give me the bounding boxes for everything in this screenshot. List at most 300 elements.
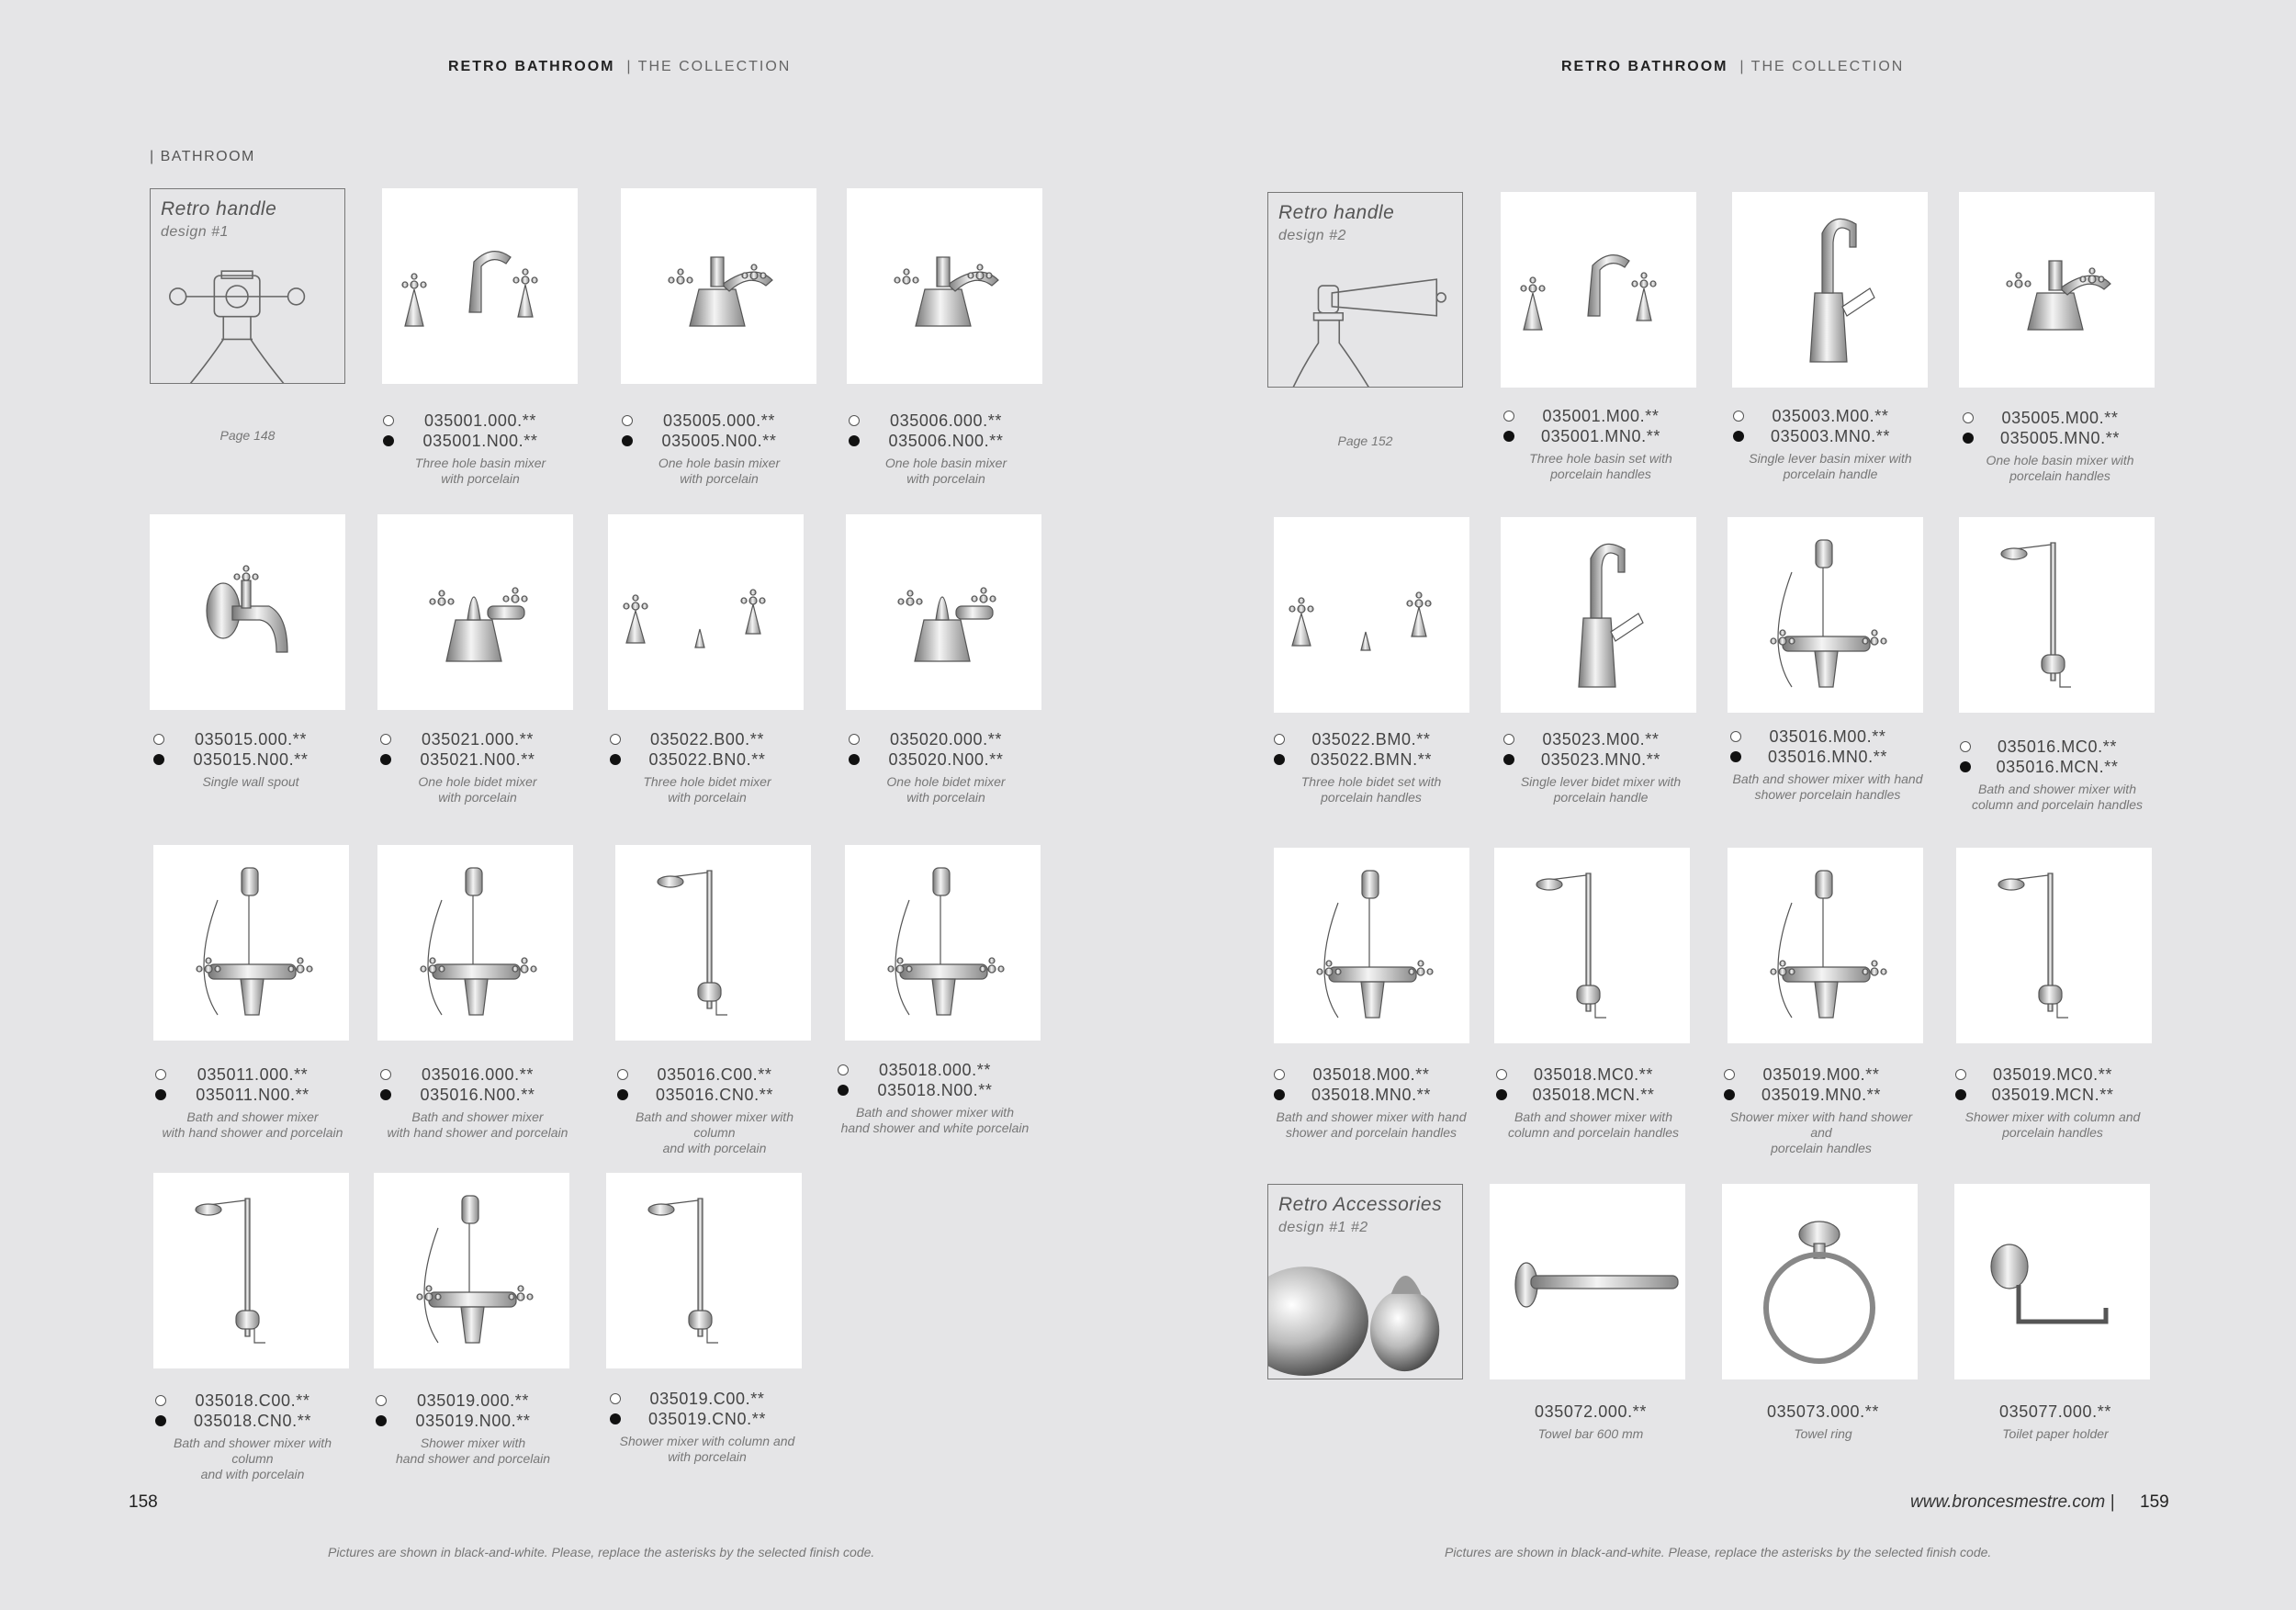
- code-black: [1956, 758, 2158, 778]
- basin-mixer-icon: [1959, 192, 2155, 388]
- code-standard: [618, 411, 820, 432]
- code-black: [379, 432, 581, 452]
- product-code: 035001.N00.**: [422, 432, 538, 450]
- description-line: porcelain handles: [2009, 468, 2110, 483]
- product-description: [606, 1434, 808, 1465]
- wall-spout-icon: [150, 514, 345, 710]
- product-description: [845, 774, 1047, 805]
- code-black: [1500, 427, 1702, 447]
- bidet-3hole-icon: [608, 514, 804, 710]
- product-image[interactable]: [1954, 1184, 2150, 1379]
- product-code: 035005.000.**: [663, 411, 775, 430]
- product-code: 035001.MN0.**: [1541, 427, 1660, 445]
- product-codes: [1500, 730, 1702, 805]
- lever-handle-icon: [1268, 193, 1462, 387]
- product-description: [1492, 1109, 1694, 1141]
- description-line: Shower mixer with column and: [1964, 1109, 2141, 1124]
- header-left: [448, 59, 791, 75]
- product-code: 035020.N00.**: [888, 750, 1004, 769]
- product-image[interactable]: [1732, 192, 1928, 388]
- code-standard: [1952, 1065, 2154, 1086]
- towel-bar-icon: [1490, 1184, 1685, 1379]
- product-codes: [1954, 1402, 2156, 1442]
- finish-filled-dot-icon: [380, 754, 391, 765]
- description-line: hand shower and white porcelain: [840, 1120, 1030, 1135]
- product-description: [150, 774, 352, 790]
- finish-filled-dot-icon: [838, 1085, 849, 1096]
- product-code: 035019.MCN.**: [1991, 1086, 2114, 1104]
- description-line: porcelain handles: [1771, 1141, 1872, 1155]
- product-image[interactable]: [1959, 517, 2155, 713]
- code-black: [1952, 1086, 2154, 1106]
- intro-subtitle: design #1: [161, 224, 229, 240]
- product-image[interactable]: [1494, 848, 1690, 1043]
- product-image[interactable]: [621, 188, 816, 384]
- finish-open-dot-icon: [849, 734, 860, 745]
- product-codes: [1722, 1402, 1924, 1442]
- finish-filled-dot-icon: [1496, 1089, 1507, 1100]
- description-line: porcelain handles: [1321, 790, 1422, 805]
- product-codes: [606, 1390, 808, 1465]
- description-line: Three hole basin mixer: [414, 456, 546, 470]
- product-image[interactable]: [1274, 848, 1469, 1043]
- finish-open-dot-icon: [380, 1069, 391, 1080]
- description-line: Shower mixer with: [420, 1435, 526, 1450]
- product-codes: [1729, 407, 1931, 482]
- product-image[interactable]: [377, 845, 573, 1041]
- product-image[interactable]: [1501, 192, 1696, 388]
- code-standard: [1270, 1065, 1472, 1086]
- description-line: with porcelain: [441, 471, 520, 486]
- shower-column-icon: [615, 845, 811, 1041]
- finish-filled-dot-icon: [1274, 1089, 1285, 1100]
- finish-open-dot-icon: [617, 1069, 628, 1080]
- product-codes: [1959, 409, 2161, 484]
- lever-basin-icon: [1732, 192, 1928, 388]
- product-description: [1490, 1426, 1692, 1442]
- description-line: Three hole bidet set with: [1300, 774, 1442, 789]
- finish-open-dot-icon: [1274, 734, 1285, 745]
- finish-filled-dot-icon: [849, 435, 860, 446]
- product-code: 035072.000.**: [1535, 1402, 1647, 1421]
- description-line: porcelain handle: [1553, 790, 1649, 805]
- finish-filled-dot-icon: [383, 435, 394, 446]
- product-code: 035018.MCN.**: [1532, 1086, 1655, 1104]
- product-image[interactable]: [377, 514, 573, 710]
- finish-open-dot-icon: [153, 734, 164, 745]
- product-description: [372, 1435, 574, 1467]
- shower-column-icon: [1494, 848, 1690, 1043]
- product-description: [1952, 1109, 2154, 1141]
- finish-open-dot-icon: [380, 734, 391, 745]
- intro-retro-handle-2: [1267, 192, 1463, 388]
- finish-open-dot-icon: [1960, 741, 1971, 752]
- product-code: 035023.M00.**: [1542, 730, 1660, 749]
- code-standard: [845, 411, 1047, 432]
- product-code: 035005.M00.**: [2001, 409, 2119, 427]
- finish-filled-dot-icon: [376, 1415, 387, 1426]
- product-code: 035019.MC0.**: [1993, 1065, 2112, 1084]
- code-black: [150, 750, 352, 771]
- bidet-3hole-icon: [1274, 517, 1469, 713]
- code-black: [377, 1086, 579, 1106]
- finish-open-dot-icon: [1503, 734, 1514, 745]
- code-standard: [372, 1391, 574, 1412]
- code-standard: [1956, 737, 2158, 758]
- product-image[interactable]: [846, 514, 1041, 710]
- description-line: Towel ring: [1794, 1426, 1852, 1441]
- product-image[interactable]: [1274, 517, 1469, 713]
- product-codes: [372, 1391, 574, 1467]
- intro-retro-handle-1: [150, 188, 345, 384]
- finish-open-dot-icon: [610, 734, 621, 745]
- code-standard: [379, 411, 581, 432]
- product-code: 035018.C00.**: [195, 1391, 310, 1410]
- finish-open-dot-icon: [849, 415, 860, 426]
- product-description: [377, 1109, 579, 1141]
- website-url[interactable]: www.broncesmestre.com |: [1910, 1492, 2115, 1512]
- section-label: | BATHROOM: [150, 149, 255, 164]
- code-black: [1270, 1086, 1472, 1106]
- product-code: 035077.000.**: [1999, 1402, 2111, 1421]
- product-code: 035003.M00.**: [1772, 407, 1889, 425]
- shower-column-icon: [1959, 517, 2155, 713]
- basin-3hole-icon: [1501, 192, 1696, 388]
- product-code: 035019.M00.**: [1762, 1065, 1880, 1084]
- description-line: column and porcelain handles: [1971, 797, 2143, 812]
- paper-holder-icon: [1954, 1184, 2150, 1379]
- description-line: with hand shower and porcelain: [162, 1125, 343, 1140]
- code-standard: [152, 1391, 354, 1412]
- description-line: Bath and shower mixer: [411, 1109, 544, 1124]
- product-code: 035016.N00.**: [420, 1086, 535, 1104]
- intro-title: Retro handle: [1278, 202, 1395, 223]
- product-codes: [1270, 1065, 1472, 1141]
- product-image[interactable]: [1959, 192, 2155, 388]
- code-standard: [1492, 1065, 1694, 1086]
- product-code: 035019.000.**: [417, 1391, 529, 1410]
- description-line: One hole basin mixer: [658, 456, 781, 470]
- code-standard: [1727, 727, 1929, 748]
- description-line: Bath and shower mixer with column: [636, 1109, 793, 1140]
- product-code: 035023.MN0.**: [1541, 750, 1660, 769]
- finish-filled-dot-icon: [1503, 754, 1514, 765]
- description-line: Single lever basin mixer with: [1749, 451, 1912, 466]
- product-description: [1729, 451, 1931, 482]
- bath-shower-icon: [1728, 517, 1923, 713]
- description-line: and with porcelain: [200, 1467, 305, 1481]
- towel-ring-icon: [1722, 1184, 1918, 1379]
- description-line: with porcelain: [438, 790, 517, 805]
- description-line: Shower mixer with column and: [619, 1434, 795, 1448]
- product-codes: [152, 1391, 354, 1482]
- page-reference: Page 152: [1337, 433, 1393, 448]
- product-code: 035003.MN0.**: [1771, 427, 1890, 445]
- basin-mixer-icon: [621, 188, 816, 384]
- description-line: One hole bidet mixer: [886, 774, 1006, 789]
- shower-column-icon: [1956, 848, 2152, 1043]
- product-codes: [377, 1065, 579, 1141]
- finish-filled-dot-icon: [380, 1089, 391, 1100]
- product-code: 035005.MN0.**: [2000, 429, 2120, 447]
- finish-open-dot-icon: [155, 1069, 166, 1080]
- footnote-left: Pictures are shown in black-and-white. Please, replace the asterisks by the selected finish code.: [328, 1545, 875, 1559]
- description-line: Bath and shower mixer with hand: [1732, 771, 1923, 786]
- product-codes: [377, 730, 579, 805]
- footnote-right: Pictures are shown in black-and-white. Please, replace the asterisks by the selected finish code.: [1445, 1545, 1992, 1559]
- header-brand: RETRO BATHROOM: [1561, 59, 1728, 74]
- description-line: with porcelain: [668, 790, 747, 805]
- description-line: Three hole bidet mixer: [643, 774, 771, 789]
- product-description: [1954, 1426, 2156, 1442]
- code-black: [606, 750, 808, 771]
- code-black: [606, 1410, 808, 1430]
- product-image[interactable]: [1956, 848, 2152, 1043]
- page-number-right: 159: [2140, 1492, 2169, 1512]
- product-image[interactable]: [615, 845, 811, 1041]
- description-line: Three hole basin set with: [1529, 451, 1672, 466]
- product-description: [845, 456, 1047, 487]
- product-code: 035018.000.**: [879, 1061, 991, 1079]
- product-code: 035011.000.**: [197, 1065, 309, 1084]
- product-description: [152, 1435, 354, 1482]
- product-description: [606, 774, 808, 805]
- code-standard: [1500, 730, 1702, 750]
- product-code: 035005.N00.**: [661, 432, 777, 450]
- shower-column-icon: [606, 1173, 802, 1368]
- product-code: 035018.M00.**: [1312, 1065, 1430, 1084]
- product-description: [618, 456, 820, 487]
- finish-open-dot-icon: [155, 1395, 166, 1406]
- intro-subtitle: design #1 #2: [1278, 1220, 1368, 1235]
- code-standard: [377, 1065, 579, 1086]
- finish-open-dot-icon: [1955, 1069, 1966, 1080]
- code-standard: [1722, 1402, 1924, 1423]
- product-description: [1956, 782, 2158, 813]
- description-line: Single wall spout: [202, 774, 299, 789]
- code-standard: [606, 1390, 808, 1410]
- product-image[interactable]: [847, 188, 1042, 384]
- code-standard: [834, 1061, 1036, 1081]
- code-black: [1729, 427, 1931, 447]
- description-line: porcelain handle: [1783, 467, 1878, 481]
- product-code: 035001.M00.**: [1542, 407, 1660, 425]
- product-code: 035018.MN0.**: [1311, 1086, 1431, 1104]
- product-code: 035018.N00.**: [877, 1081, 993, 1099]
- code-black: [377, 750, 579, 771]
- product-codes: [1720, 1065, 1922, 1156]
- finish-filled-dot-icon: [1960, 761, 1971, 772]
- code-black: [1500, 750, 1702, 771]
- product-code: 035015.N00.**: [193, 750, 309, 769]
- product-code: 035019.MN0.**: [1761, 1086, 1881, 1104]
- description-line: Bath and shower mixer with: [856, 1105, 1014, 1120]
- product-image[interactable]: [374, 1173, 569, 1368]
- description-line: Towel bar 600 mm: [1537, 1426, 1644, 1441]
- finish-filled-dot-icon: [153, 754, 164, 765]
- finish-filled-dot-icon: [622, 435, 633, 446]
- product-code: 035011.N00.**: [196, 1086, 310, 1104]
- product-image[interactable]: [1501, 517, 1696, 713]
- product-codes: [379, 411, 581, 487]
- code-standard: [150, 730, 352, 750]
- finish-filled-dot-icon: [155, 1089, 166, 1100]
- description-line: Bath and shower mixer: [186, 1109, 319, 1124]
- product-codes: [834, 1061, 1036, 1136]
- page-number-left: 158: [129, 1492, 158, 1512]
- product-image[interactable]: [382, 188, 578, 384]
- shower-column-icon: [153, 1173, 349, 1368]
- code-standard: [1954, 1402, 2156, 1423]
- header-subtitle: | THE COLLECTION: [626, 59, 792, 74]
- product-description: [377, 774, 579, 805]
- product-code: 035016.MC0.**: [1998, 737, 2117, 756]
- product-image[interactable]: [845, 845, 1041, 1041]
- code-black: [1270, 750, 1472, 771]
- product-code: 035016.000.**: [422, 1065, 534, 1084]
- code-standard: [1959, 409, 2161, 429]
- product-description: [1959, 453, 2161, 484]
- product-codes: [1952, 1065, 2154, 1141]
- product-code: 035015.000.**: [195, 730, 307, 749]
- code-standard: [1729, 407, 1931, 427]
- code-standard: [1720, 1065, 1922, 1086]
- finish-open-dot-icon: [610, 1393, 621, 1404]
- finish-filled-dot-icon: [610, 1413, 621, 1424]
- product-image[interactable]: [1728, 848, 1923, 1043]
- product-code: 035006.000.**: [890, 411, 1002, 430]
- code-black: [1720, 1086, 1922, 1106]
- bath-shower-icon: [377, 845, 573, 1041]
- finish-open-dot-icon: [622, 415, 633, 426]
- product-codes: [606, 730, 808, 805]
- product-image[interactable]: [150, 514, 345, 710]
- product-description: [1270, 1109, 1472, 1141]
- finish-open-dot-icon: [376, 1395, 387, 1406]
- description-line: Bath and shower mixer with column: [174, 1435, 332, 1466]
- code-standard: [845, 730, 1047, 750]
- finish-filled-dot-icon: [1955, 1089, 1966, 1100]
- product-description: [1722, 1426, 1924, 1442]
- bath-shower-icon: [1274, 848, 1469, 1043]
- finish-open-dot-icon: [1496, 1069, 1507, 1080]
- finish-filled-dot-icon: [155, 1415, 166, 1426]
- product-code: 035020.000.**: [890, 730, 1002, 749]
- description-line: One hole basin mixer: [884, 456, 1007, 470]
- cross-handle-icon: [151, 189, 344, 383]
- product-code: 035022.BM0.**: [1311, 730, 1431, 749]
- description-line: column and porcelain handles: [1507, 1125, 1679, 1140]
- product-code: 035019.N00.**: [415, 1412, 531, 1430]
- product-codes: [152, 1065, 354, 1141]
- description-line: shower porcelain handles: [1754, 787, 1901, 802]
- finish-filled-dot-icon: [1274, 754, 1285, 765]
- description-line: with porcelain: [906, 790, 985, 805]
- product-codes: [1490, 1402, 1692, 1442]
- header-right: [1561, 59, 1904, 75]
- description-line: Bath and shower mixer with: [1978, 782, 2136, 796]
- description-line: One hole basin mixer with: [1986, 453, 2134, 467]
- header-brand: RETRO BATHROOM: [448, 59, 615, 74]
- code-black: [1492, 1086, 1694, 1106]
- code-black: [618, 432, 820, 452]
- code-standard: [613, 1065, 816, 1086]
- description-line: and with porcelain: [662, 1141, 767, 1155]
- product-codes: [1727, 727, 1929, 803]
- description-line: porcelain handles: [1550, 467, 1651, 481]
- description-line: shower and porcelain handles: [1285, 1125, 1457, 1140]
- intro-title: Retro handle: [161, 198, 277, 220]
- description-line: with hand shower and porcelain: [387, 1125, 568, 1140]
- basin-3hole-icon: [382, 188, 578, 384]
- product-description: [1500, 451, 1702, 482]
- product-code: 035018.MC0.**: [1534, 1065, 1653, 1084]
- intro-subtitle: design #2: [1278, 228, 1346, 243]
- product-code: 035018.CN0.**: [194, 1412, 311, 1430]
- product-code: 035001.000.**: [424, 411, 536, 430]
- product-codes: [845, 411, 1047, 487]
- code-standard: [377, 730, 579, 750]
- finish-filled-dot-icon: [1724, 1089, 1735, 1100]
- product-image[interactable]: [606, 1173, 802, 1368]
- description-line: Toilet paper holder: [2002, 1426, 2109, 1441]
- bath-shower-icon: [374, 1173, 569, 1368]
- product-description: [613, 1109, 816, 1156]
- finish-filled-dot-icon: [610, 754, 621, 765]
- product-codes: [1492, 1065, 1694, 1141]
- product-code: 035022.BMN.**: [1311, 750, 1432, 769]
- description-line: Bath and shower mixer with: [1514, 1109, 1672, 1124]
- product-code: 035016.C00.**: [657, 1065, 772, 1084]
- product-code: 035019.CN0.**: [648, 1410, 766, 1428]
- code-black: [152, 1086, 354, 1106]
- product-image[interactable]: [1490, 1184, 1685, 1379]
- product-image[interactable]: [608, 514, 804, 710]
- product-code: 035016.M00.**: [1769, 727, 1886, 746]
- bath-shower-icon: [845, 845, 1041, 1041]
- bath-shower-icon: [1728, 848, 1923, 1043]
- product-image[interactable]: [153, 845, 349, 1041]
- code-standard: [606, 730, 808, 750]
- code-black: [1959, 429, 2161, 449]
- intro-title: Retro Accessories: [1278, 1194, 1443, 1215]
- header-subtitle: | THE COLLECTION: [1739, 59, 1905, 74]
- description-line: Bath and shower mixer with hand: [1276, 1109, 1467, 1124]
- finish-filled-dot-icon: [1503, 431, 1514, 442]
- description-line: with porcelain: [680, 471, 759, 486]
- code-standard: [1270, 730, 1472, 750]
- product-image[interactable]: [1722, 1184, 1918, 1379]
- finish-open-dot-icon: [1274, 1069, 1285, 1080]
- product-code: 035016.MN0.**: [1768, 748, 1887, 766]
- product-description: [1500, 774, 1702, 805]
- bath-shower-icon: [153, 845, 349, 1041]
- finish-open-dot-icon: [838, 1064, 849, 1075]
- product-code: 035021.N00.**: [420, 750, 535, 769]
- product-description: [152, 1109, 354, 1141]
- finish-open-dot-icon: [1730, 731, 1741, 742]
- product-description: [1720, 1109, 1922, 1156]
- product-image[interactable]: [1728, 517, 1923, 713]
- product-codes: [1956, 737, 2158, 813]
- description-line: Shower mixer with hand shower and: [1729, 1109, 1913, 1140]
- product-image[interactable]: [153, 1173, 349, 1368]
- finish-open-dot-icon: [1963, 412, 1974, 423]
- product-code: 035022.B00.**: [650, 730, 764, 749]
- code-black: [613, 1086, 816, 1106]
- code-standard: [1500, 407, 1702, 427]
- product-code: 035016.CN0.**: [656, 1086, 773, 1104]
